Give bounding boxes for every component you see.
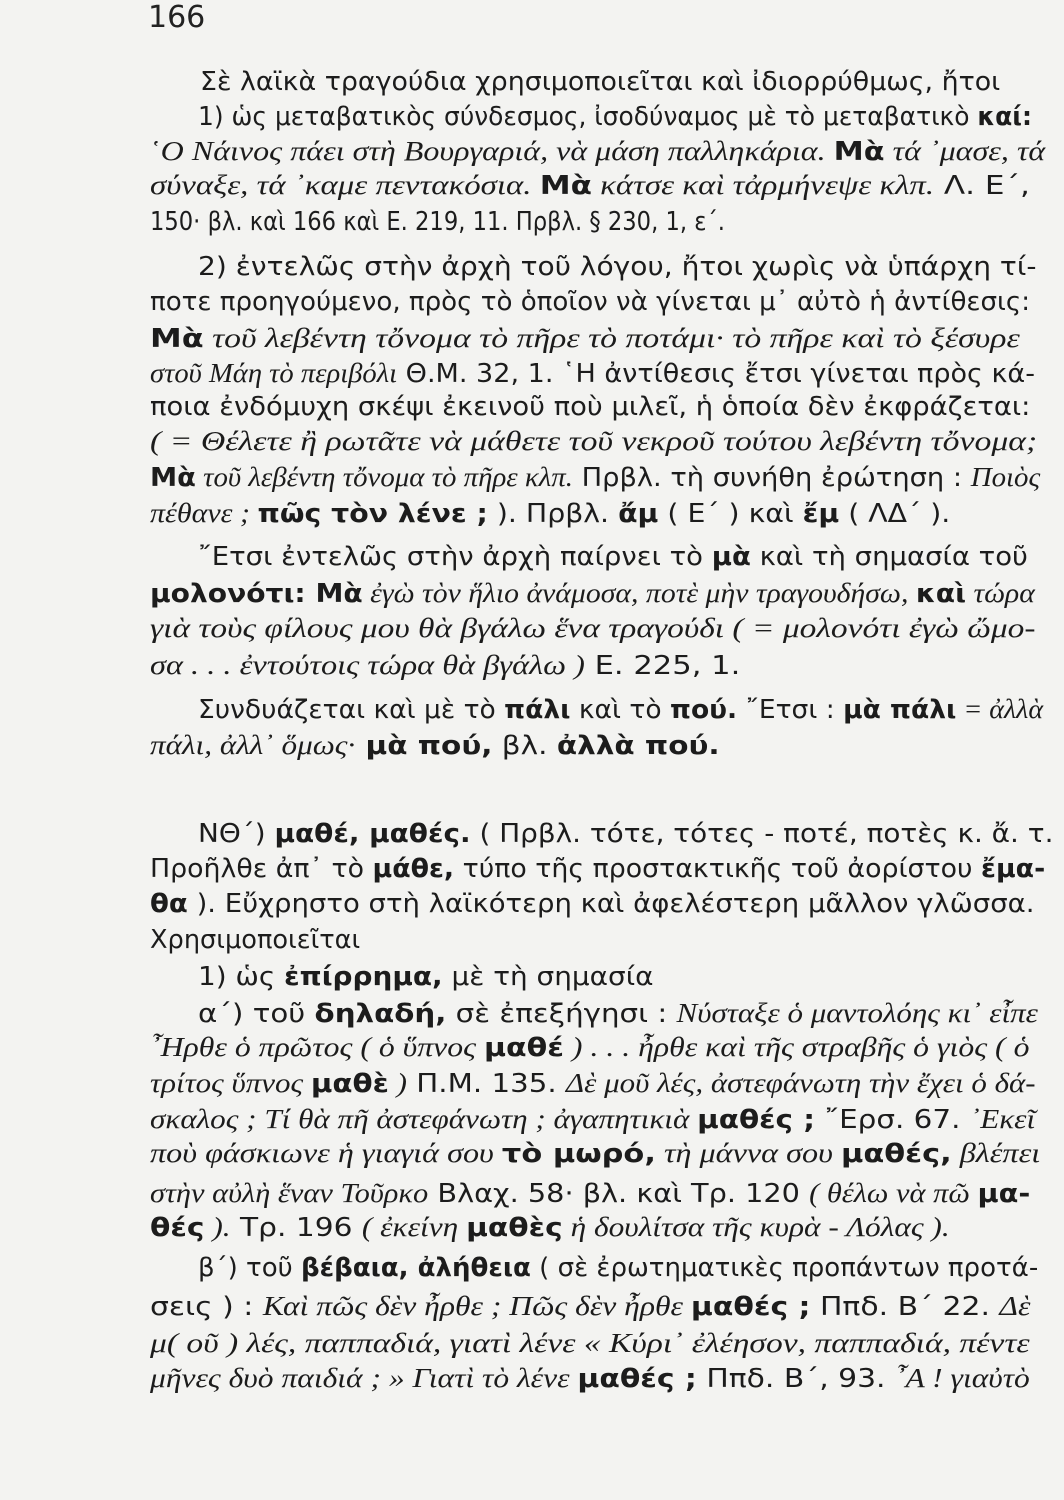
text-segment: πάλι, ἀλλ᾿ ὅμως· xyxy=(150,730,356,760)
text-segment: τὴ μάννα σου xyxy=(655,1138,841,1168)
text-segment: σκαλος ; Τί θὰ πῆ ἀστεφάνωτη ; ἀγαπητικιὰ xyxy=(150,1104,698,1134)
text-segment: ) . . . ἦρθε καὶ τῆς στραβῆς ὁ γιὸς ( ὁ xyxy=(563,1032,1030,1062)
text-segment: μαθέ xyxy=(483,1033,564,1063)
text-segment: Σὲ λαϊκὰ τραγούδια χρησιμοποιεῖται καὶ ἰδιορρύθμως, ἤτοι xyxy=(200,67,1001,97)
text-segment: Χρησιμοποιεῖται xyxy=(150,925,361,955)
text-segment: ἡ δουλίτσα τῆς κυρὰ - Λόλας ). xyxy=(562,1212,950,1242)
text-segment: Βλαχ. 58· βλ. καὶ Τρ. 120 xyxy=(428,1179,810,1209)
text-segment: μάθε, xyxy=(372,854,455,884)
text-segment: ἐγὼ τὸν ἥλιο ἀνάμοσα, ποτὲ μὴν τραγουδήσω, xyxy=(362,578,916,608)
text-line xyxy=(200,67,1001,97)
text-segment: κάτσε καὶ τἀρμήνεψε κλπ. xyxy=(591,170,935,200)
text-line xyxy=(150,580,1035,608)
text-line xyxy=(150,652,740,680)
text-line xyxy=(150,428,1037,456)
text-segment: ) xyxy=(388,1068,407,1098)
text-line xyxy=(150,925,361,955)
text-line xyxy=(198,102,1032,132)
text-segment: = ἀλλὰ xyxy=(956,694,1044,724)
text-segment: τὸ μωρό, xyxy=(501,1139,656,1169)
text-segment: μαθὲς xyxy=(466,1213,563,1243)
text-line xyxy=(150,392,1031,422)
text-line xyxy=(150,854,1046,884)
text-segment: ). Πρβλ. xyxy=(487,499,619,529)
text-segment: ( Πρβλ. τότε, τότες - ποτέ, ποτὲς κ. ἄ. τ. xyxy=(470,819,1054,849)
text-line xyxy=(198,1000,1038,1028)
text-segment: Προῆλθε ἀπ᾿ τὸ xyxy=(150,854,373,884)
text-segment: στὴν αὐλὴ ἕναν Τοῦρκο xyxy=(150,1178,429,1208)
text-segment: Νύσταξε ὁ μαντολόης κι᾿ εἶπε xyxy=(676,998,1038,1028)
text-segment: τά ᾿μασε, τά xyxy=(884,136,1046,166)
text-segment: βλ. xyxy=(492,731,557,761)
text-segment: σεις ) : xyxy=(150,1292,263,1322)
text-segment: μὰ πού, xyxy=(355,731,493,761)
text-line xyxy=(150,325,1020,353)
text-segment: Ππδ. Β΄, 93. xyxy=(696,1364,896,1394)
text-segment: μὲ τὴ σημασία xyxy=(442,962,654,992)
text-line xyxy=(150,889,1035,919)
text-line xyxy=(150,615,1036,643)
text-segment: ( ΛΔ΄ ). xyxy=(839,499,951,529)
text-segment: ῎Ετσι ἐντελῶς στὴν ἀρχὴ παίρνει τὸ xyxy=(198,542,712,572)
text-segment: τώρα xyxy=(966,578,1035,608)
text-segment: Καὶ πῶς δὲν ἦρθε ; Πῶς δὲν ἦρθε xyxy=(262,1291,691,1321)
text-line xyxy=(150,1214,950,1242)
text-line xyxy=(150,1330,1030,1358)
text-segment: μα- xyxy=(977,1179,1031,1209)
text-segment: ῎Ετσι : xyxy=(737,695,844,725)
text-segment: θα xyxy=(150,889,188,919)
text-segment: τοῦ λεβέντη τὄνομα τὸ πῆρε κλπ. xyxy=(195,462,573,492)
text-line xyxy=(150,732,720,760)
text-segment: Ε. 225, 1. xyxy=(584,651,741,681)
text-segment: 2) ἐντελῶς στὴν ἀρχὴ τοῦ λόγου, ἤτοι χωρὶς νὰ ὑπάρχη τί- xyxy=(198,252,1037,282)
text-segment: ( θέλω νὰ πῶ xyxy=(809,1178,978,1208)
text-segment: Θ.Μ. 32, 1. ῾Η ἀντίθεσις ἔτσι γίνεται πρὸς κά- xyxy=(397,359,1035,389)
text-line xyxy=(198,962,654,992)
text-segment: τρίτος ὕπνος xyxy=(150,1068,311,1098)
text-segment: Πρβλ. τὴ συνήθη ἐρώτηση : xyxy=(572,463,971,493)
text-segment: ποὺ φάσκιωνε ἡ γιαγιά σου xyxy=(150,1138,502,1168)
text-segment: ᾿Εκεῖ xyxy=(969,1104,1036,1134)
text-line xyxy=(150,138,1045,166)
text-segment: 150· βλ. καὶ 166 καὶ Ε. 219, 11. Πρβλ. § 230, 1, ε΄. xyxy=(150,207,725,237)
text-segment: καὶ τὴ σημασία τοῦ xyxy=(750,542,1028,572)
text-segment: Δὲ xyxy=(999,1291,1031,1321)
text-segment: μὰ πάλι xyxy=(843,695,957,725)
text-segment: ῏Α ! γιαὐτὸ xyxy=(895,1363,1030,1393)
text-segment: μαθὲ xyxy=(310,1069,389,1099)
text-segment: β΄) τοῦ xyxy=(198,1253,301,1283)
text-segment: ἔμα- xyxy=(981,854,1046,884)
text-segment: βέβαια, ἀλήθεια xyxy=(300,1253,531,1283)
text-segment: 1) ὡς xyxy=(198,962,285,992)
text-segment: τύπο τῆς προστακτικῆς τοῦ ἀορίστου xyxy=(454,854,982,884)
text-segment: ἐπίρρημα, xyxy=(284,962,443,992)
text-segment: Μὰ xyxy=(150,463,196,493)
text-segment: καὶ xyxy=(915,579,967,609)
text-segment: ( ἐκείνη xyxy=(361,1212,467,1242)
text-segment: ). Εὔχρηστο στὴ λαϊκότερη καὶ ἀφελέστερη μᾶλλον γλῶσσα. xyxy=(187,889,1035,919)
text-segment: πῶς τὸν λένε ; xyxy=(257,499,488,529)
text-segment: Τρ. 196 xyxy=(230,1213,362,1243)
text-segment: ῾Ο Νάινος πάει στὴ Βουργαριά, νὰ μάση παλληκάρια. xyxy=(150,136,834,166)
text-segment: ῏Ηρθε ὁ πρῶτος ( ὁ ὕπνος xyxy=(150,1032,484,1062)
text-segment: σύναξε, τά ᾿καμε πεντακόσια. xyxy=(150,170,540,200)
text-segment: θές xyxy=(150,1213,205,1243)
text-segment: στοῦ Μάη τὸ περιβόλι xyxy=(150,358,398,388)
text-segment: σα . . . ἐντούτοις τώρα θὰ βγάλω ) xyxy=(150,650,585,680)
text-line xyxy=(150,1106,1035,1134)
text-line xyxy=(150,464,1040,492)
text-line xyxy=(150,1180,1030,1208)
text-segment: Συνδυάζεται καὶ μὲ τὸ xyxy=(198,695,505,725)
text-segment: ). xyxy=(204,1212,231,1242)
text-segment: α΄) τοῦ xyxy=(198,999,315,1029)
text-segment: ποια ἐνδόμυχη σκέψι ἐκεινοῦ ποὺ μιλεῖ, ἡ ὁποία δὲν ἐκφράζεται: xyxy=(150,392,1031,422)
text-segment: μῆνες δυὸ παιδιά ; » Γιατὶ τὸ λένε xyxy=(150,1363,578,1393)
text-segment: ἀλλὰ πού. xyxy=(556,731,720,761)
text-segment: γιὰ τοὺς φίλους μου θὰ βγάλω ἕνα τραγούδι ( = μολονότι ἐγὼ ὤμο- xyxy=(150,613,1036,643)
text-segment: ἔμ xyxy=(802,499,840,529)
text-segment: καί: xyxy=(977,102,1032,132)
text-segment: μαθές, xyxy=(840,1139,952,1169)
text-segment: βλέπει xyxy=(951,1138,1041,1168)
text-line xyxy=(198,819,1054,849)
text-segment: μαθές ; xyxy=(690,1292,811,1322)
text-segment: Ππδ. Β΄ 22. xyxy=(810,1292,1000,1322)
text-line xyxy=(150,1365,1030,1393)
text-line xyxy=(150,172,1030,200)
text-line xyxy=(198,252,1037,282)
text-line xyxy=(150,1293,1030,1321)
text-segment: μολονότι: Μὰ xyxy=(150,579,363,609)
text-segment: πέθανε ; xyxy=(150,498,258,528)
text-segment: ποτε προηγούμενο, πρὸς τὸ ὁποῖον νὰ γίνεται μ᾿ αὐτὸ ἡ ἀντίθεσις: xyxy=(150,287,1030,317)
text-line xyxy=(198,696,1043,724)
text-segment: μαθές ; xyxy=(577,1364,697,1394)
text-line xyxy=(150,287,1030,317)
text-segment: Μὰ xyxy=(833,137,885,167)
page-number: 166 xyxy=(148,0,206,35)
text-segment: 1) ὡς μεταβατικὸς σύνδεσμος, ἰσοδύναμος μὲ τὸ μεταβατικὸ xyxy=(198,102,978,132)
text-segment: δηλαδή, xyxy=(314,999,447,1029)
text-line xyxy=(150,207,725,237)
text-segment: ( = Θέλετε ἢ ρωτᾶτε νὰ μάθετε τοῦ νεκροῦ τούτου λεβέντη τὄνομα; xyxy=(150,426,1038,456)
text-segment: Μὰ xyxy=(539,171,592,201)
text-segment: μὰ xyxy=(711,542,751,572)
text-segment: μ( οῦ ) λές, παππαδιά, γιατὶ λένε « Κύρι᾿ ἐλέησον, παππαδιά, πέντε xyxy=(150,1328,1030,1358)
text-line xyxy=(150,1140,1040,1168)
text-line xyxy=(150,1070,1036,1098)
text-segment: ΝΘ΄) xyxy=(198,819,275,849)
text-segment: πού. xyxy=(669,695,738,725)
text-segment: καὶ τὸ xyxy=(570,695,670,725)
text-line xyxy=(150,360,1035,388)
text-line xyxy=(198,542,1028,572)
text-segment: μαθέ, μαθές. xyxy=(274,819,471,849)
text-segment: ῎Ερσ. 67. xyxy=(815,1105,970,1135)
text-segment: Ποιὸς xyxy=(970,462,1041,492)
text-segment: ( Ε΄ ) καὶ xyxy=(658,499,803,529)
text-segment: σὲ ἐπεξήγησι : xyxy=(446,999,677,1029)
text-line xyxy=(198,1253,1039,1283)
text-segment: ἄμ xyxy=(618,499,659,529)
text-segment: Δὲ μοῦ λές, ἀστεφάνωτη τὴν ἔχει ὁ δά- xyxy=(565,1068,1036,1098)
text-line xyxy=(150,1034,1029,1062)
text-segment: Μὰ xyxy=(150,324,204,354)
text-segment: μαθές ; xyxy=(697,1105,816,1135)
text-segment: Λ. Ε΄, xyxy=(934,171,1030,201)
text-segment: Π.Μ. 135. xyxy=(406,1069,566,1099)
text-segment: πάλι xyxy=(504,695,571,725)
text-line xyxy=(150,500,950,528)
text-segment: ( σὲ ἐρωτηματικὲς προπάντων προτά- xyxy=(530,1253,1039,1283)
text-segment: τοῦ λεβέντη τὄνομα τὸ πῆρε τὸ ποτάμι· τὸ πῆρε καὶ τὸ ξέσυρε xyxy=(203,323,1020,353)
